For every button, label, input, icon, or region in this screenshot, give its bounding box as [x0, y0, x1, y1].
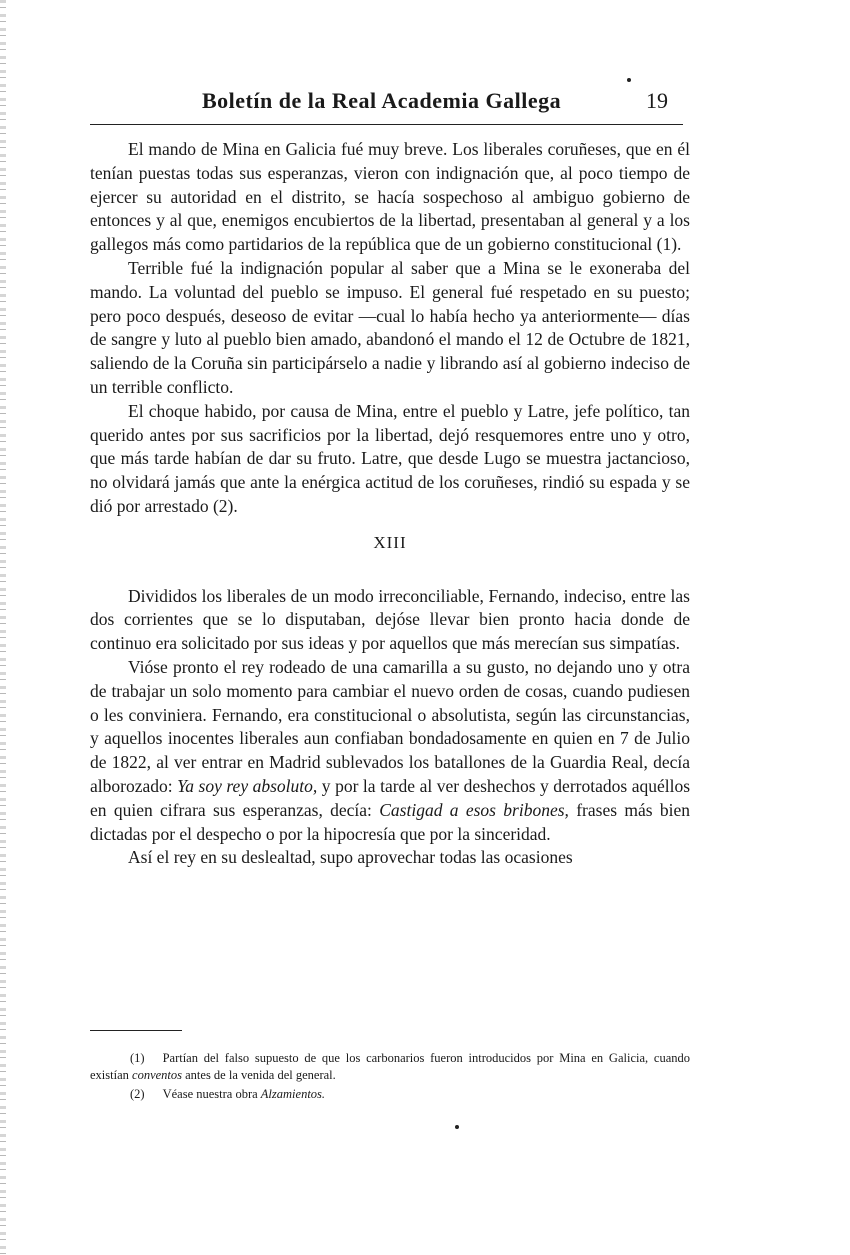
paragraph: Así el rey en su deslealtad, supo aprovechar todas las ocasiones — [128, 847, 573, 868]
footnote-italic: Alzamientos. — [260, 1087, 326, 1101]
footnote-number: (2) — [130, 1087, 145, 1101]
italic-quote: Castigad a esos bribones, — [379, 799, 569, 820]
body-text — [90, 138, 690, 870]
paragraph: Terrible fué la indignación popular al saber que a Mina se le exoneraba del mando. La voluntad del pueblo se impuso. El general fué respetado en su puesto; pero poco después, deseoso de evitar —cual lo había hecho ya anteriormente— días de sangre y luto al pueblo bien amado, abandonó el mando el 12 de Octubre de 1821, saliendo de la Coruña sin participárselo a nadie y librando así al gobierno indeciso de un terrible conflicto. — [90, 257, 690, 397]
page-number: 19 — [646, 88, 668, 113]
footnote-text: antes de la venida del general. — [182, 1068, 336, 1082]
running-title: Boletín de la Real Academia Gallega — [202, 88, 562, 113]
paragraph: El mando de Mina en Galicia fué muy breve. Los liberales coruñeses, que en él tenían puestas todas sus esperanzas, vieron con indignación que, al poco tiempo de ejercer su autoridad en el distrito, se hacía sospechoso al ambiguo gobierno de entonces y al que, enemigos encubiertos de la libertad, presentaban al general y a los gallegos más como partidarios de la república que de un gobierno constitucional (1). — [90, 139, 690, 255]
footnote-number: (1) — [130, 1051, 145, 1065]
paragraph-text: frases más bien dictadas por el despecho o por la hipocresía que por la sinceridad. — [90, 799, 690, 844]
footnote-text: Véase nuestra obra — [162, 1087, 261, 1101]
footnote — [90, 1086, 690, 1103]
paragraph: El choque habido, por causa de Mina, entre el pueblo y Latre, jefe político, tan querido antes por sus sacrificios por la libertad, dejó resquemores entre uno y otro, que más tarde habían de dar su fruto. Latre, que desde Lugo se muestra jactancioso, no olvidará jamás que ante la enérgica actitud de los coruñeses, rindió su espada y se dió por arrestado (2). — [90, 400, 690, 516]
binding-edge — [0, 0, 6, 1255]
section-heading: XIII — [373, 532, 407, 552]
paragraph-text: Vióse pronto el rey rodeado de una camarilla a su gusto, no dejando uno y otra de trabajar un solo momento para cambiar el nuevo orden de cosas, cuando pudiesen o les conviniera. Fernando, era constitucional o absolutista, según las circunstancias, y aquellos inocentes liberales aun confiaban bondadosamente en quien en 7 de Julio de 1822, al ver entrar en Madrid sublevados los batallones de la Guardia Real, decía alborozado: — [90, 656, 690, 796]
paragraph-text: y por la tarde al ver deshechos y derrotados aquéllos en quien cifrara sus esperanzas, decía: — [90, 775, 691, 820]
italic-quote: Ya soy rey absoluto, — [177, 775, 318, 796]
header-rule — [90, 124, 683, 125]
footnote-text: Partían del falso supuesto de que los carbonarios fueron introducidos por Mina en Galicia, cuando existían — [90, 1051, 690, 1082]
footnote-italic: conventos — [132, 1068, 182, 1082]
running-head — [90, 88, 690, 118]
footnotes — [90, 1050, 690, 1105]
footnote-rule — [90, 1030, 182, 1031]
scan-speck — [455, 1125, 459, 1129]
paragraph: Divididos los liberales de un modo irreconciliable, Fernando, indeciso, entre las dos corrientes que se lo disputaban, dejóse llevar bien pronto hacia donde de continuo era solicitado por sus ideas y por aquellos que más merecían sus simpatías. — [90, 585, 690, 654]
paragraph — [90, 656, 690, 846]
footnote — [90, 1050, 690, 1084]
scan-speck — [627, 78, 631, 82]
